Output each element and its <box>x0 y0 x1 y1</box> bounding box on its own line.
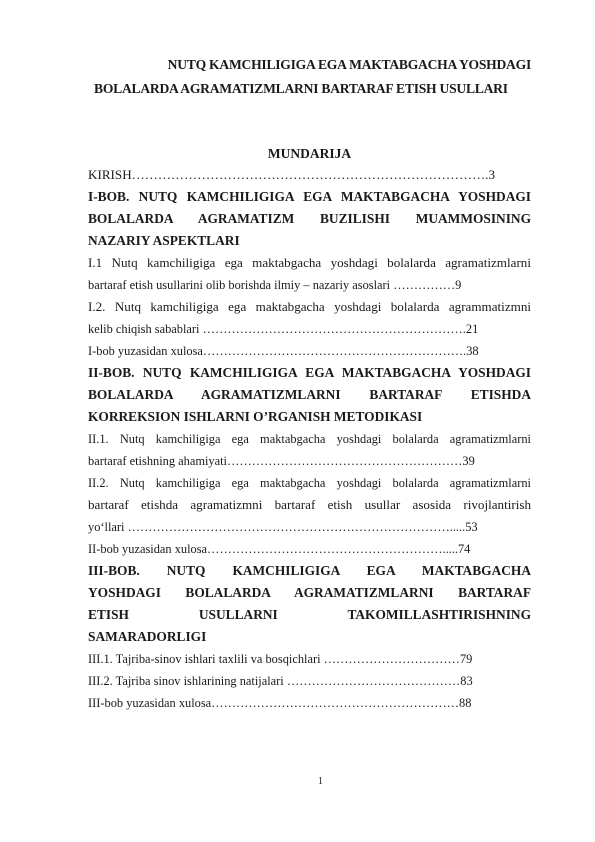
toc-entry-section-3-1: III.1. Tajriba-sinov ishlari taxlili va bosqichlari ……………………………79 <box>88 652 473 666</box>
toc-chapter-3-title: YOSHDAGI BOLALARDA AGRAMATIZMLARNI BARTARAF <box>88 585 531 600</box>
toc-entry-chapter-3-summary: III-bob yuzasidan xulosa……………………………………………………88 <box>88 696 472 710</box>
toc-chapter-1-title: BOLALARDA AGRAMATIZM BUZILISHI MUAMMOSINING <box>88 211 531 226</box>
toc-chapter-1-title: NAZARIY ASPEKTLARI <box>88 233 240 248</box>
toc-entry-chapter-2-summary: II-bob yuzasidan xulosa………………………………………………….....74 <box>88 542 471 556</box>
toc-chapter-2-title: BOLALARDA AGRAMATIZMLARNI BARTARAF ETISHDA <box>88 387 531 402</box>
toc-chapter-2-title: KORREKSION ISHLARNI O’RGANISH METODIKASI <box>88 409 423 424</box>
toc-entry-section-1-2: kelib chiqish sabablari ……………………………………………………….21 <box>88 322 479 336</box>
page-number: 1 <box>318 776 323 787</box>
toc-chapter-1-title: I-BOB. NUTQ KAMCHILIGIGA EGA MAKTABGACHA YOSHDAGI <box>88 189 531 204</box>
document-title-line-1: NUTQ KAMCHILIGIGA EGA MAKTABGACHA YOSHDAGI <box>167 57 531 72</box>
toc-entry-section-1-1: bartaraf etish usullarini olib borishda ilmiy – nazariy asoslari ……………9 <box>88 278 462 292</box>
document-title-line-2: BOLALARDA AGRAMATIZMLARNI BARTARAF ETISH USULLARI <box>94 81 508 96</box>
toc-entry-chapter-1-summary: I-bob yuzasidan xulosa……………………………………………………….38 <box>88 344 479 358</box>
contents-heading: MUNDARIJA <box>267 146 352 161</box>
toc-entry-intro: KIRISH……………………………………………………………………….3 <box>88 167 495 182</box>
toc-chapter-3-title: SAMARADORLIGI <box>88 629 207 644</box>
table-of-contents <box>88 164 531 714</box>
toc-entry-section-1-1: I.1 Nutq kamchiligiga ega maktabgacha yoshdagi bolalarda agramatizmlarni <box>88 255 531 270</box>
toc-entry-section-3-2: III.2. Tajriba sinov ishlarining natijalari ……………………………………83 <box>88 674 473 688</box>
toc-entry-section-2-1: II.1. Nutq kamchiligiga ega maktabgacha yoshdagi bolalarda agramatizmlarni <box>88 432 531 446</box>
toc-chapter-3-title: ETISH USULLARNI TAKOMILLASHTIRISHNING <box>88 607 531 622</box>
toc-entry-section-2-1: bartaraf etishning ahamiyati…………………………………………………39 <box>88 454 475 468</box>
toc-entry-section-2-2: yo‘llari …………………………………………………………………….....53 <box>88 520 478 534</box>
toc-chapter-2-title: II-BOB. NUTQ KAMCHILIGIGA EGA MAKTABGACHA YOSHDAGI <box>88 365 531 380</box>
toc-entry-section-1-2: I.2. Nutq kamchiligiga ega maktabgacha yoshdagi bolalarda agrammatizmni <box>88 299 531 314</box>
toc-entry-section-2-2: bartaraf etishda agramatizmni bartaraf etish usullar asosida rivojlantirish <box>88 497 531 512</box>
toc-entry-section-2-2: II.2. Nutq kamchiligiga ega maktabgacha yoshdagi bolalarda agramatizmlarni <box>88 476 531 490</box>
toc-chapter-3-title: III-BOB. NUTQ KAMCHILIGIGA EGA MAKTABGACHA <box>88 563 531 578</box>
